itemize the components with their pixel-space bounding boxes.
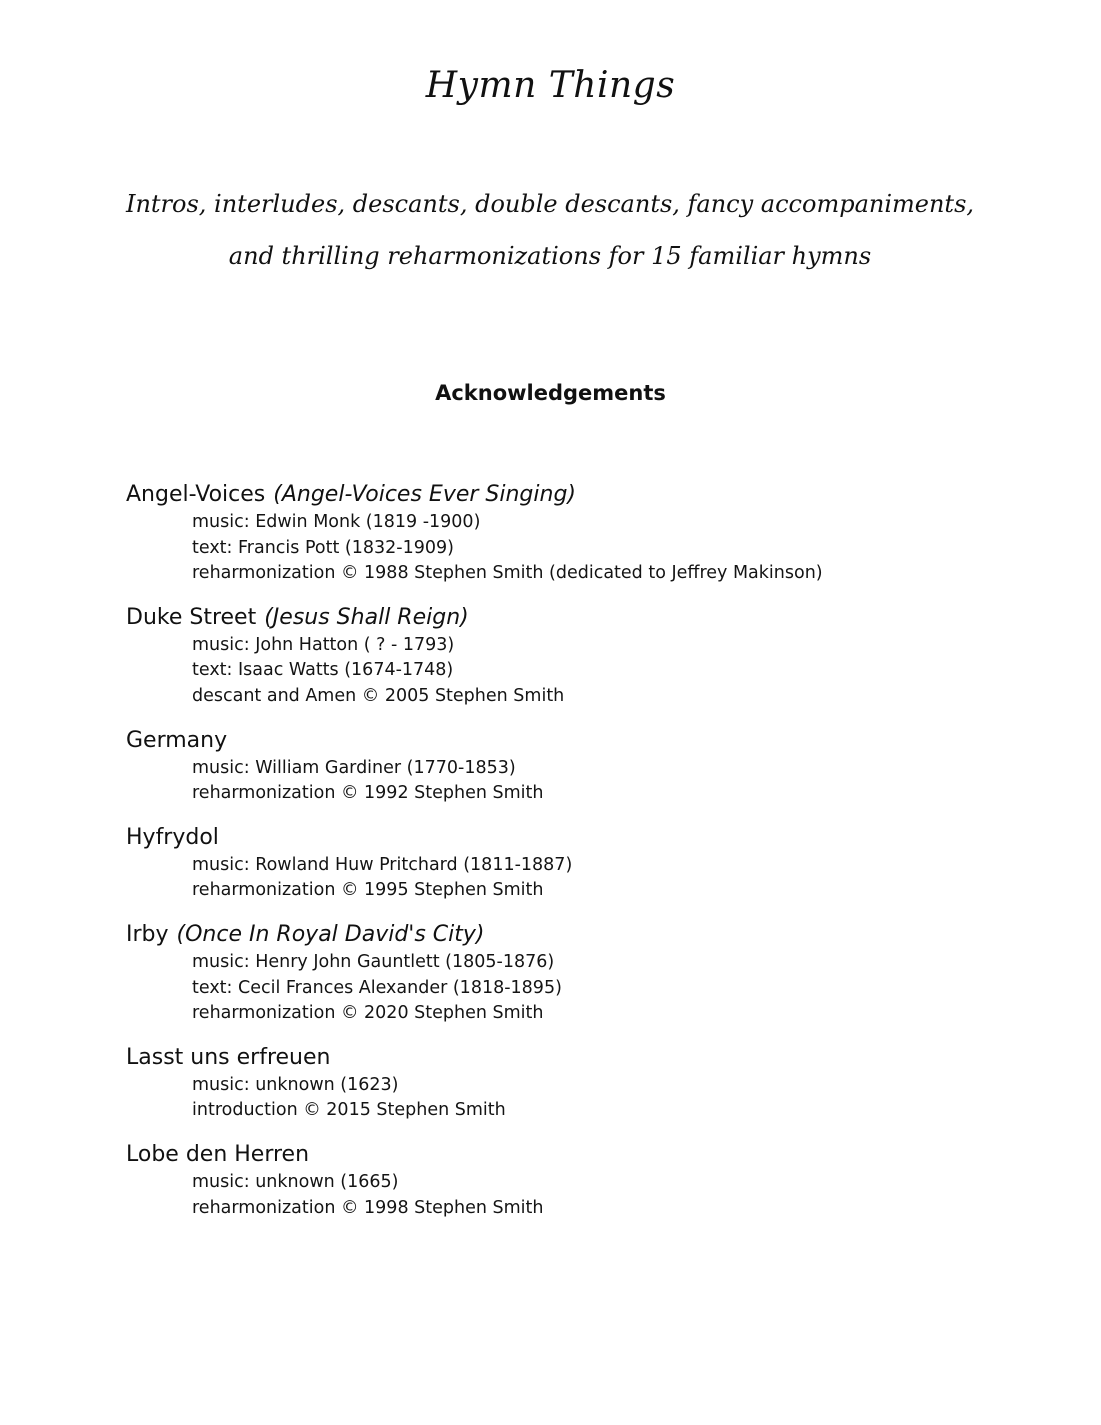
page-title: Hymn Things — [425, 65, 676, 106]
hymn-detail: music: William Gardiner (1770-1853) — [192, 757, 516, 778]
hymn-tune-name: Lobe den Herren — [126, 1141, 310, 1167]
hymn-detail: reharmonization © 1992 Stephen Smith — [192, 783, 544, 804]
hymn-entry-hyfrydol — [126, 823, 1026, 904]
subtitle-line-2: and thrilling reharmonizations for 15 familiar hymns — [228, 242, 872, 270]
hymn-text-title: (Angel-Voices Ever Singing) — [273, 482, 577, 507]
hymn-name-line — [126, 1043, 1026, 1073]
hymn-name-line — [126, 823, 1026, 853]
page-subtitle — [110, 178, 990, 282]
hymn-entry-irby — [126, 920, 1026, 1027]
hymn-name-line — [126, 603, 1026, 633]
hymn-name-line — [126, 920, 1026, 950]
hymn-entry-lasst-uns-erfreuen — [126, 1043, 1026, 1124]
hymn-list — [126, 480, 1026, 1237]
hymn-tune-name: Duke Street — [126, 604, 257, 630]
hymn-name-line — [126, 1140, 1026, 1170]
hymn-name-line — [126, 480, 1026, 510]
hymn-tune-name: Germany — [126, 727, 228, 753]
hymn-detail: music: unknown (1665) — [192, 1171, 399, 1192]
hymn-detail: reharmonization © 1998 Stephen Smith — [192, 1197, 544, 1218]
hymn-entry-germany — [126, 726, 1026, 807]
hymn-entry-lobe-den-herren — [126, 1140, 1026, 1221]
hymn-detail: music: Rowland Huw Pritchard (1811-1887) — [192, 854, 573, 875]
hymn-name-line — [126, 726, 1026, 756]
hymn-detail: music: unknown (1623) — [192, 1074, 399, 1095]
hymn-text-title: (Jesus Shall Reign) — [264, 604, 469, 630]
hymn-tune-name: Angel-Voices — [126, 482, 266, 507]
hymn-detail: music: John Hatton ( ? - 1793) — [192, 634, 455, 655]
hymn-detail: text: Isaac Watts (1674-1748) — [192, 660, 454, 681]
hymn-text-title: (Once In Royal David's City) — [176, 921, 485, 947]
hymn-detail: text: Cecil Frances Alexander (1818-1895) — [192, 977, 562, 998]
hymn-detail: reharmonization © 1988 Stephen Smith (dedicated to Jeffrey Makinson) — [192, 563, 823, 584]
hymn-detail: text: Francis Pott (1832-1909) — [192, 537, 454, 558]
subtitle-line-1: Intros, interludes, descants, double descants, fancy accompaniments, — [125, 190, 975, 218]
hymn-detail: music: Henry John Gauntlett (1805-1876) — [192, 951, 555, 972]
hymn-tune-name: Irby — [126, 921, 169, 947]
hymn-entry-duke-street — [126, 603, 1026, 710]
hymn-detail: reharmonization © 1995 Stephen Smith — [192, 880, 544, 901]
hymn-tune-name: Hyfrydol — [126, 824, 219, 850]
hymn-entry-angel-voices — [126, 480, 1026, 587]
section-heading: Acknowledgements — [435, 381, 666, 405]
hymn-detail: introduction © 2015 Stephen Smith — [192, 1100, 506, 1121]
hymn-detail: descant and Amen © 2005 Stephen Smith — [192, 685, 565, 706]
hymn-detail: music: Edwin Monk (1819 -1900) — [192, 512, 481, 532]
hymn-detail: reharmonization © 2020 Stephen Smith — [192, 1003, 544, 1024]
hymn-tune-name: Lasst uns erfreuen — [126, 1044, 331, 1070]
